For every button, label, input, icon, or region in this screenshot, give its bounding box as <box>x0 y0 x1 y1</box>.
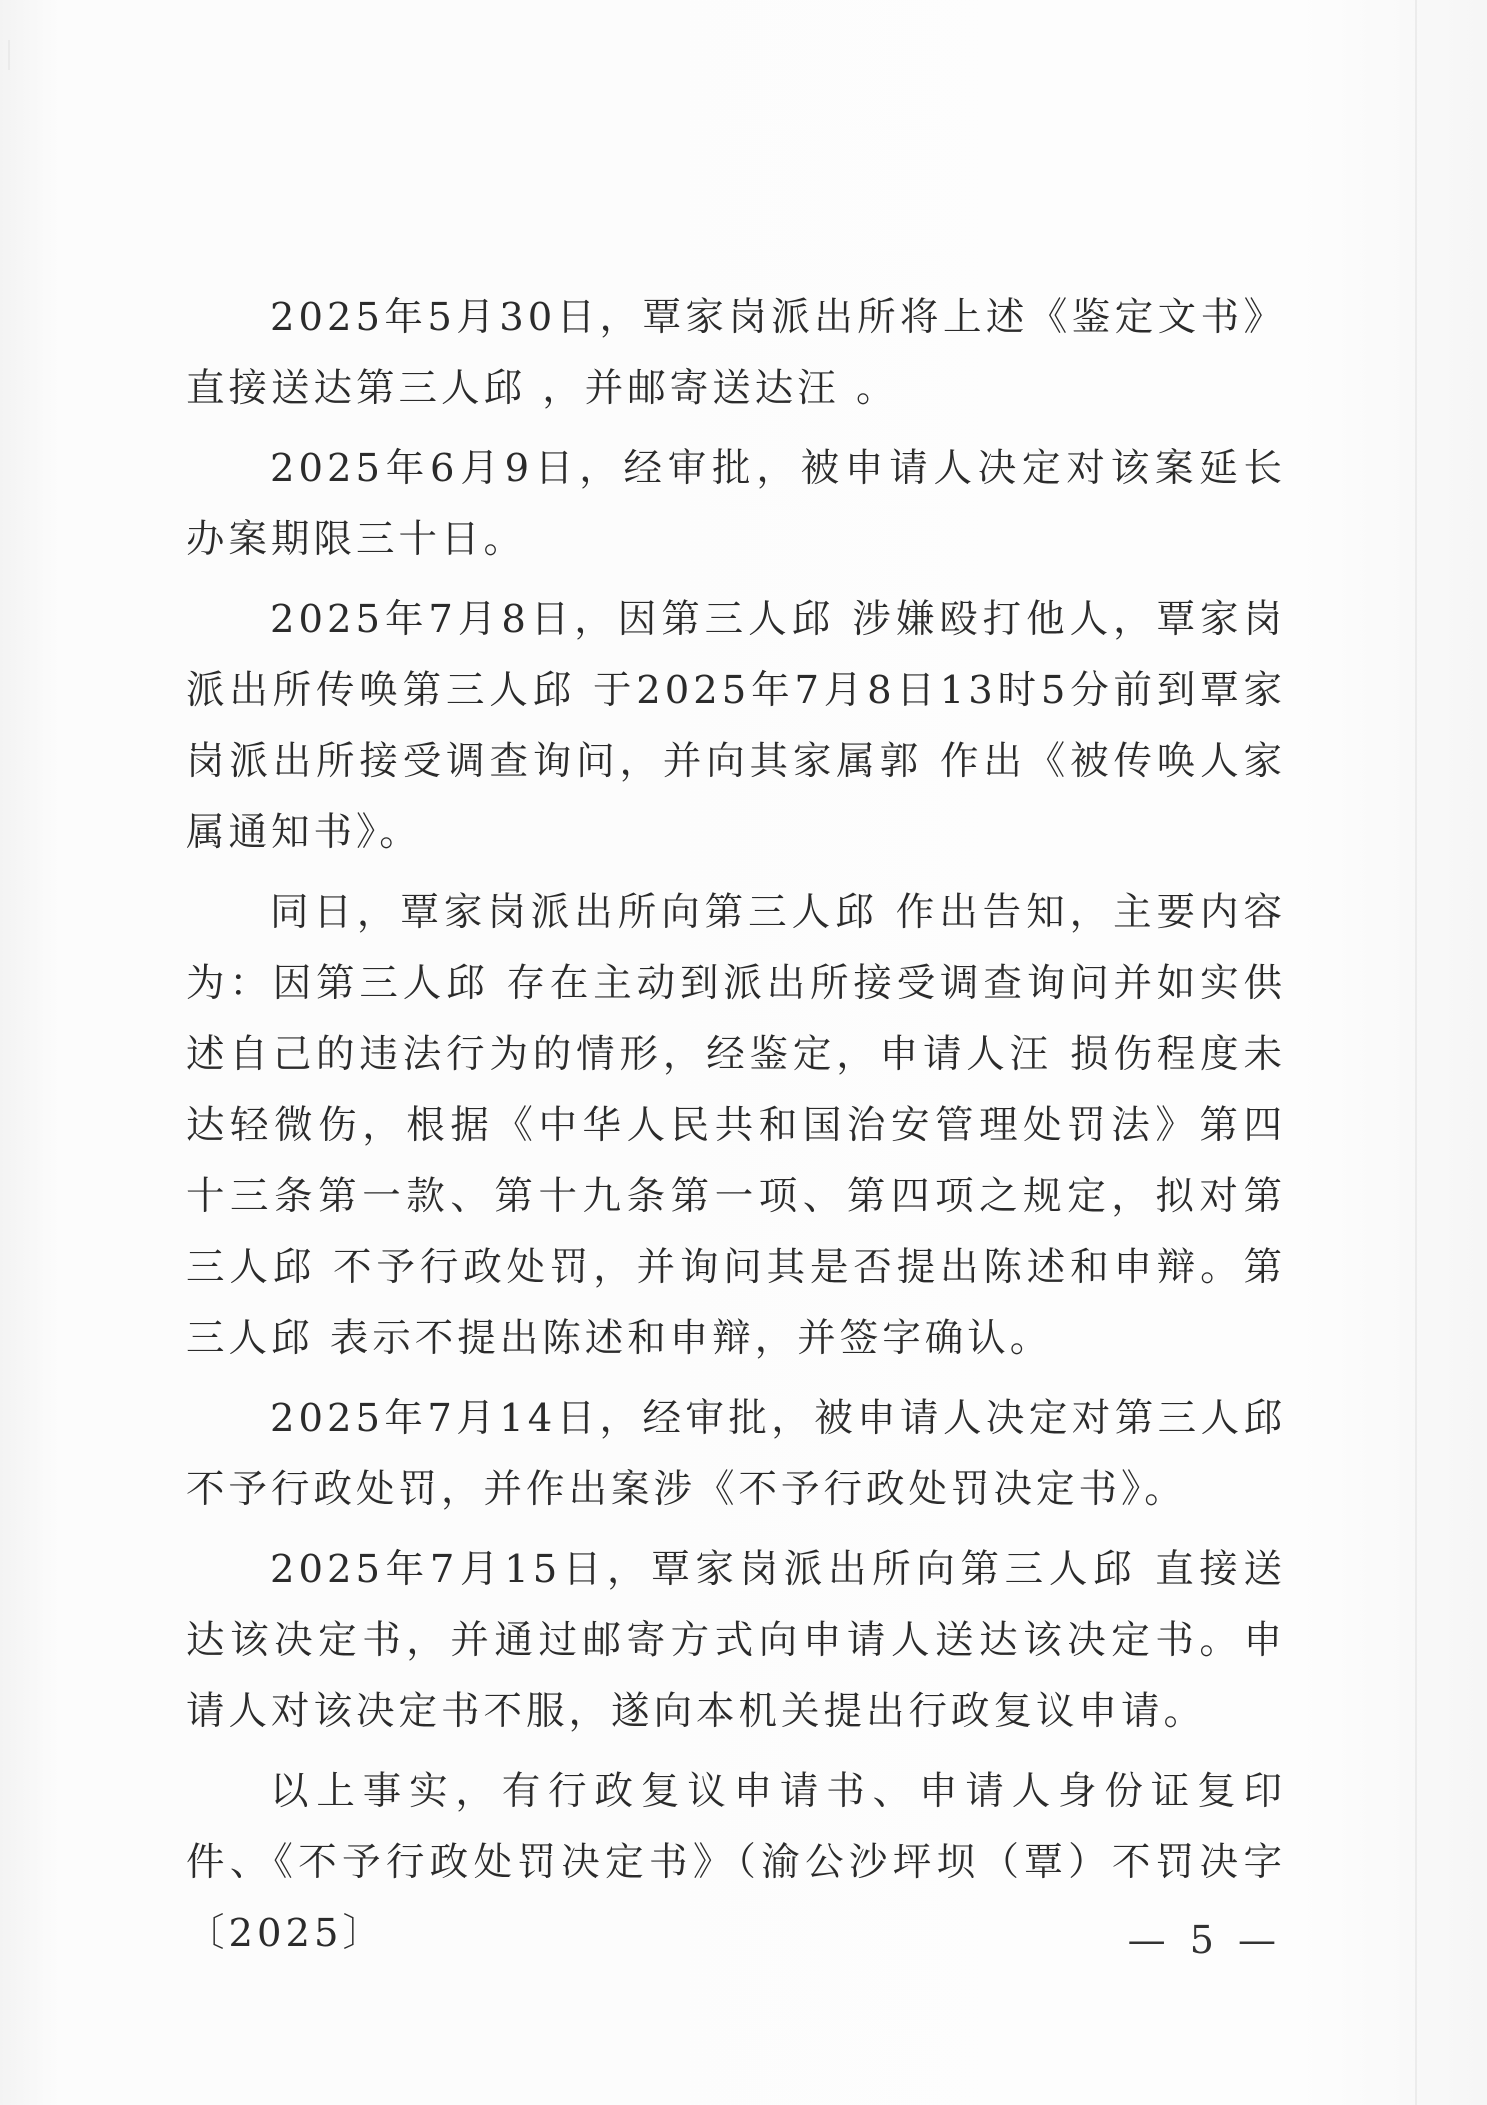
paragraph-service: 2025年7月15日，覃家岗派出所向第三人邱 直接送达该决定书，并通过邮寄方式向申请人送达该决定书。申请人对该决定书不服，遂向本机关提出行政复议申请。 <box>186 1547 1286 1734</box>
paragraph-delivery-appraisal: 2025年5月30日，覃家岗派出所将上述《鉴定文书》直接送达第三人邱 ，并邮寄送达汪 。 <box>186 295 1286 411</box>
paragraph-summons: 2025年7月8日，因第三人邱 涉嫌殴打他人，覃家岗派出所传唤第三人邱 于2025年7月8日13时5分前到覃家岗派出所接受调查询问，并向其家属郭 作出《被传唤人家属通知书》。 <box>186 597 1286 855</box>
document-body <box>186 282 1286 1969</box>
paragraph-evidence: 以上事实，有行政复议申请书、申请人身份证复印件、《不予行政处罚决定书》（渝公沙坪坝（覃）不罚决字〔2025〕 <box>186 1769 1286 1956</box>
paragraph-notification: 同日，覃家岗派出所向第三人邱 作出告知，主要内容为：因第三人邱 存在主动到派出所接受调查询问并如实供述自己的违法行为的情形，经鉴定，申请人汪 损伤程度未达轻微伤，根据《中华人民共和国治安管理处罚法》第四十三条第一款、第十九条第一项、第四项之规定，拟对第三人邱 不予行政处罚，并询问其是否提出陈述和申辩。第三人邱 表示不提出陈述和申辩，并签字确认。 <box>186 890 1286 1361</box>
scan-artifact <box>8 40 32 70</box>
paragraph-extension: 2025年6月9日，经审批，被申请人决定对该案延长办案期限三十日。 <box>186 446 1286 562</box>
page-number: — 5 — <box>1127 1918 1282 1962</box>
paragraph-decision: 2025年7月14日，经审批，被申请人决定对第三人邱 不予行政处罚，并作出案涉《不予行政处罚决定书》。 <box>186 1396 1286 1512</box>
page-fold-shadow <box>1415 0 1417 2105</box>
